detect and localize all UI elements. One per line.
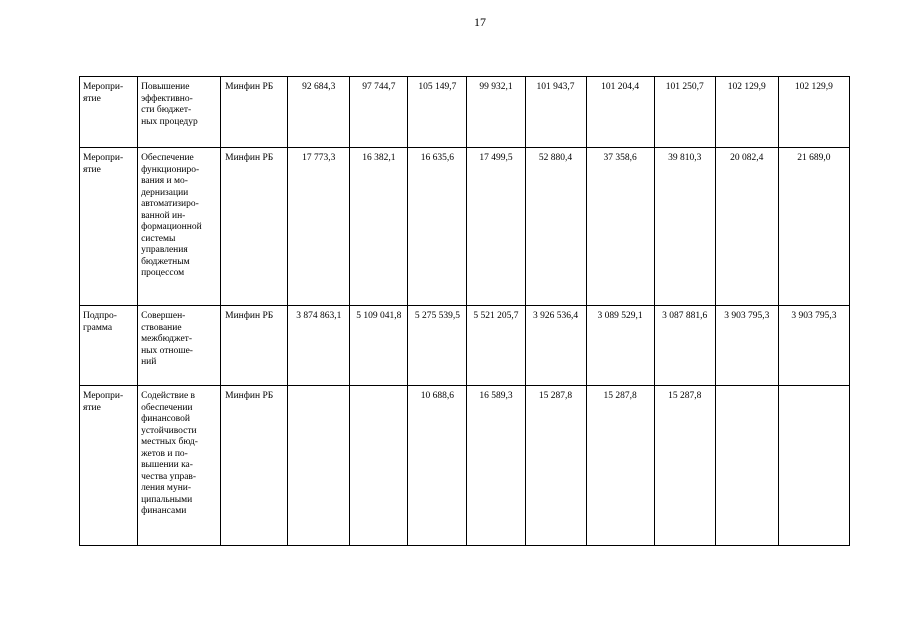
value-cell: 15 287,8	[586, 386, 654, 546]
value-cell: 101 204,4	[586, 77, 654, 148]
value-cell: 3 903 795,3	[778, 306, 849, 386]
value-cell: 3 903 795,3	[715, 306, 778, 386]
value-cell: 5 275 539,5	[408, 306, 467, 386]
row-executor: Минфин РБ	[221, 386, 288, 546]
value-cell: 21 689,0	[778, 148, 849, 306]
value-cell: 16 382,1	[350, 148, 408, 306]
value-cell: 15 287,8	[525, 386, 586, 546]
value-cell: 17 773,3	[288, 148, 350, 306]
row-executor: Минфин РБ	[221, 306, 288, 386]
value-cell: 3 926 536,4	[525, 306, 586, 386]
value-cell: 16 589,3	[467, 386, 525, 546]
budget-table	[79, 76, 850, 546]
value-cell: 99 932,1	[467, 77, 525, 148]
value-cell: 105 149,7	[408, 77, 467, 148]
value-cell: 5 109 041,8	[350, 306, 408, 386]
row-name: Обеспечение функциониро- вания и мо- дернизации автоматизиро- ванной ин- формационной системы управления бюджетным процессом	[138, 148, 221, 306]
value-cell: 39 810,3	[654, 148, 715, 306]
value-cell	[778, 386, 849, 546]
value-cell: 52 880,4	[525, 148, 586, 306]
value-cell: 101 943,7	[525, 77, 586, 148]
value-cell: 102 129,9	[715, 77, 778, 148]
row-kind: Подпро- грамма	[80, 306, 138, 386]
value-cell: 3 874 863,1	[288, 306, 350, 386]
value-cell	[350, 386, 408, 546]
value-cell: 10 688,6	[408, 386, 467, 546]
value-cell: 17 499,5	[467, 148, 525, 306]
value-cell: 20 082,4	[715, 148, 778, 306]
table-row	[80, 306, 850, 386]
value-cell: 97 744,7	[350, 77, 408, 148]
table-row	[80, 77, 850, 148]
value-cell: 101 250,7	[654, 77, 715, 148]
value-cell: 37 358,6	[586, 148, 654, 306]
value-cell: 102 129,9	[778, 77, 849, 148]
value-cell	[288, 386, 350, 546]
value-cell	[715, 386, 778, 546]
value-cell: 92 684,3	[288, 77, 350, 148]
row-kind: Меропри- ятие	[80, 386, 138, 546]
row-name: Повышение эффективно- сти бюджет- ных процедур	[138, 77, 221, 148]
row-executor: Минфин РБ	[221, 77, 288, 148]
row-name: Совершен- ствование межбюджет- ных отноше- ний	[138, 306, 221, 386]
page-number: 17	[474, 15, 486, 29]
value-cell: 16 635,6	[408, 148, 467, 306]
row-kind: Меропри- ятие	[80, 148, 138, 306]
row-name: Содействие в обеспечении финансовой устойчивости местных бюд- жетов и по- вышении ка- чества управ- ления муни- ципальными финансами	[138, 386, 221, 546]
value-cell: 5 521 205,7	[467, 306, 525, 386]
table-row	[80, 148, 850, 306]
value-cell: 15 287,8	[654, 386, 715, 546]
row-executor: Минфин РБ	[221, 148, 288, 306]
value-cell: 3 087 881,6	[654, 306, 715, 386]
value-cell: 3 089 529,1	[586, 306, 654, 386]
row-kind: Меропри- ятие	[80, 77, 138, 148]
table-row	[80, 386, 850, 546]
